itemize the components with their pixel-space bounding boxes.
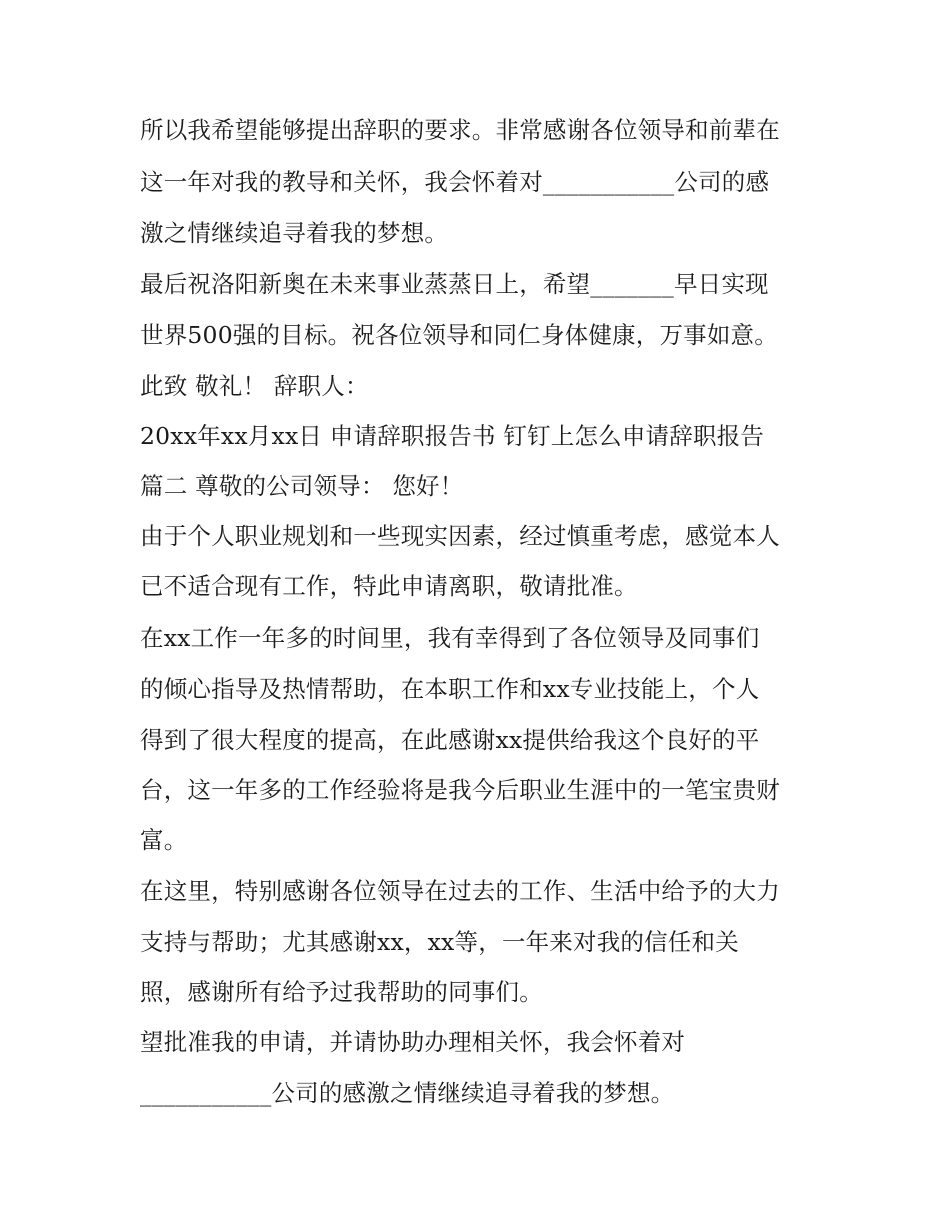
text-line: 这一年对我的教导和关怀，我会怀着对___________公司的感 xyxy=(140,168,770,196)
text-line: 台，这一年多的工作经验将是我今后职业生涯中的一笔宝贵财 xyxy=(140,776,780,804)
text-line: 在这里，特别感谢各位领导在过去的工作、生活中给予的大力 xyxy=(140,877,780,905)
text-line: 支持与帮助；尤其感谢xx，xx等，一年来对我的信任和关 xyxy=(140,928,739,956)
text-line: 20xx年xx月xx日 申请辞职报告书 钉钉上怎么申请辞职报告 xyxy=(140,422,765,450)
text-line: 世界500强的目标。祝各位领导和同仁身体健康，万事如意。 xyxy=(140,321,778,349)
text-line: 最后祝洛阳新奥在未来事业蒸蒸日上，希望_______早日实现 xyxy=(140,270,769,298)
text-line: 的倾心指导及热情帮助，在本职工作和xx专业技能上，个人 xyxy=(140,675,760,703)
text-line: 篇二 尊敬的公司领导： 您好！ xyxy=(140,472,464,500)
text-line: ___________公司的感激之情继续追寻着我的梦想。 xyxy=(140,1079,675,1107)
text-line: 得到了很大程度的提高，在此感谢xx提供给我这个良好的平 xyxy=(140,726,760,754)
text-line: 此致 敬礼！ 辞职人： xyxy=(140,372,369,400)
text-line: 由于个人职业规划和一些现实因素，经过慎重考虑，感觉本人 xyxy=(140,522,780,550)
text-line: 已不适合现有工作，特此申请离职，敬请批准。 xyxy=(140,572,638,600)
text-line: 望批准我的申请，并请协助办理相关怀，我会怀着对 xyxy=(140,1028,686,1056)
text-line: 在xx工作一年多的时间里，我有幸得到了各位领导及同事们 xyxy=(140,624,760,652)
text-line: 所以我希望能够提出辞职的要求。非常感谢各位领导和前辈在 xyxy=(140,116,780,144)
text-line: 富。 xyxy=(140,826,188,854)
text-line: 照，感谢所有给予过我帮助的同事们。 xyxy=(140,978,543,1006)
text-line: 激之情继续追寻着我的梦想。 xyxy=(140,219,449,247)
